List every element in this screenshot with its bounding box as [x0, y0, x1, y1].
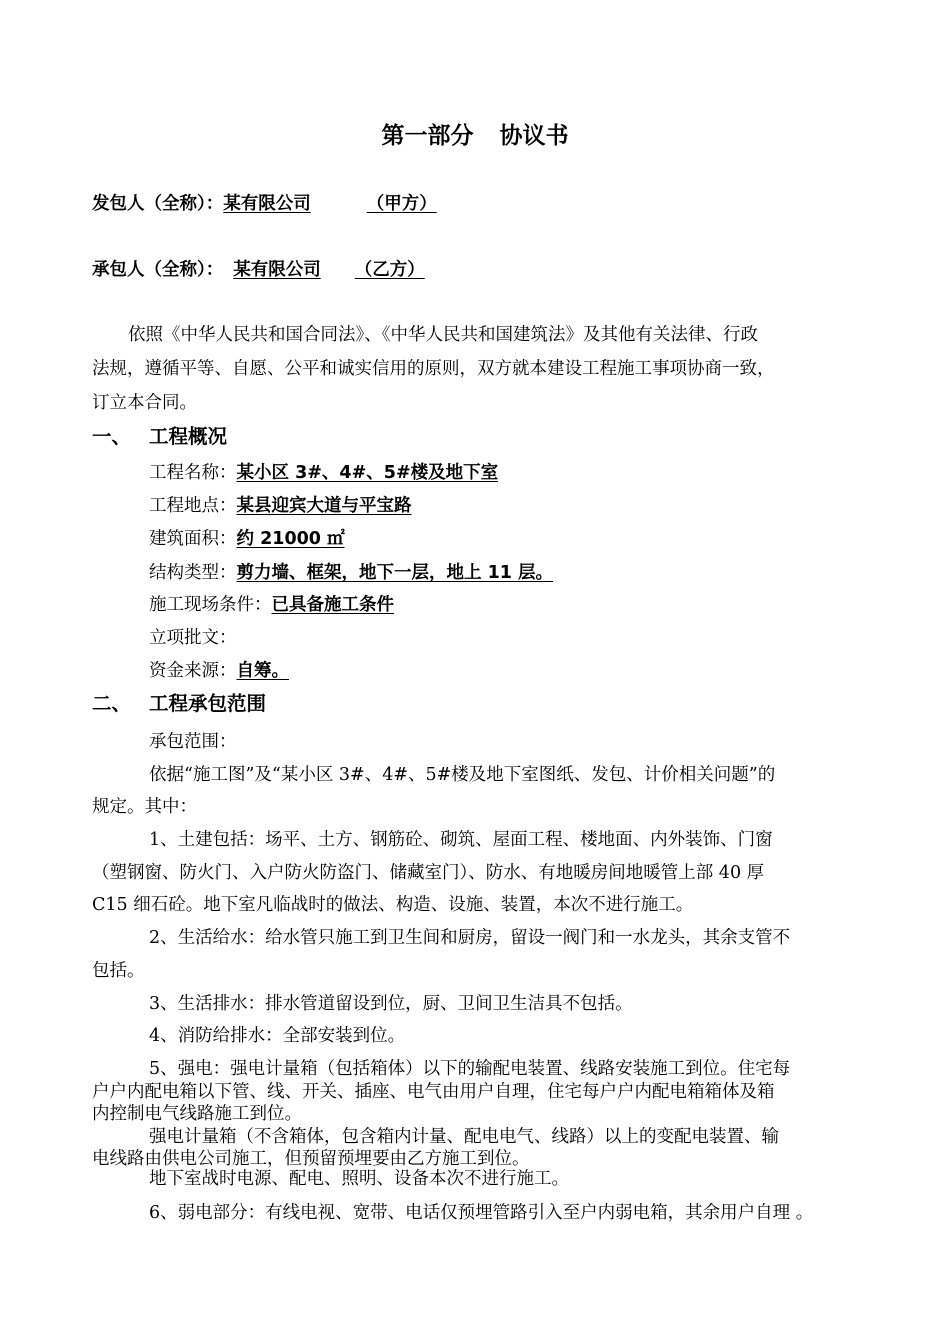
item-4: 4、消防给排水：全部安装到位。	[149, 1026, 406, 1046]
section-1-heading: 工程概况	[149, 425, 228, 448]
title-part: 第一部分	[381, 123, 474, 149]
intro-line-2: 法规，遵循平等、自愿、公平和诚实信用的原则，双方就本建设工程施工事项协商一致，	[92, 359, 775, 379]
field-label: 施工现场条件：	[149, 595, 272, 615]
employer-label: 发包人（全称）：	[92, 194, 224, 214]
field-value: 自筹。	[236, 661, 289, 681]
item-5b-line-2: 电线路由供电公司施工，但预留预埋要由乙方施工到位。	[92, 1149, 530, 1169]
item-2-line-2: 包括。	[92, 961, 145, 981]
contractor-label: 承包人（全称）：	[92, 260, 224, 280]
item-5c: 地下室战时电源、配电、照明、设备本次不进行施工。	[149, 1169, 569, 1189]
field-funding	[149, 660, 289, 682]
field-structure-type	[149, 562, 553, 584]
field-value: 某小区 3#、4#、5#楼及地下室	[236, 463, 499, 483]
field-project-name	[149, 462, 498, 484]
item-5b-line-1: 强电计量箱（不含箱体，包含箱内计量、配电电气、线路）以上的变配电装置、输	[149, 1127, 779, 1147]
field-site-conditions	[149, 594, 394, 616]
employer-line	[92, 193, 443, 215]
section-1-number: 一、	[92, 425, 132, 448]
field-label: 工程地点：	[149, 496, 237, 516]
intro-line-3: 订立本合同。	[92, 393, 197, 413]
item-1-line-2: （塑钢窗、防火门、入户防火防盗门、储藏室门）、防水、有地暖房间地暖管上部 40 厚	[92, 863, 765, 883]
field-label: 建筑面积：	[149, 529, 237, 549]
field-value: 某县迎宾大道与平宝路	[236, 496, 412, 516]
document-title	[0, 122, 950, 150]
field-label: 资金来源：	[149, 661, 237, 681]
field-label: 立项批文：	[149, 628, 237, 648]
field-label: 工程名称：	[149, 463, 237, 483]
section-2-number: 二、	[92, 692, 132, 715]
item-2-line-1: 2、生活给水：给水管只施工到卫生间和厨房，留设一阀门和一水龙头，其余支管不	[149, 928, 791, 948]
item-5-line-1: 5、强电：强电计量箱（包括箱体）以下的输配电装置、线路安装施工到位。住宅每	[149, 1059, 791, 1079]
field-approval	[149, 627, 237, 649]
contractor-line	[92, 259, 429, 281]
field-value: 剪力墙、框架，地下一层，地上 11 层。	[236, 563, 554, 583]
field-value: 已具备施工条件	[271, 595, 394, 615]
contractor-role: （乙方）	[354, 260, 425, 280]
basis-line-1: 依据“施工图”及“某小区 3#、4#、5#楼及地下室图纸、发包、计价相关问题”的	[149, 765, 776, 785]
title-name: 协议书	[499, 123, 569, 149]
scope-label: 承包范围：	[149, 732, 237, 752]
item-5-line-2: 户户内配电箱以下管、线、开关、插座、电气由用户自理，住宅每户户内配电箱箱体及箱	[92, 1082, 775, 1102]
item-5-line-3: 内控制电气线路施工到位。	[92, 1104, 302, 1124]
field-value: 约 21000 ㎡	[236, 529, 345, 549]
field-project-location	[149, 495, 412, 517]
basis-line-2: 规定。其中：	[92, 797, 197, 817]
item-1-line-1: 1、土建包括：场平、土方、钢筋砼、砌筑、屋面工程、楼地面、内外装饰、门窗	[149, 830, 773, 850]
employer-underline	[223, 194, 443, 214]
item-6: 6、弱电部分：有线电视、宽带、电话仅预埋管路引入至户内弱电箱，其余用户自理 。	[149, 1203, 814, 1223]
item-3: 3、生活排水：排水管道留设到位，厨、卫间卫生洁具不包括。	[149, 994, 633, 1014]
field-building-area	[149, 528, 345, 550]
contractor-underline	[223, 260, 429, 280]
contractor-name: 某有限公司	[233, 260, 321, 280]
section-2-heading: 工程承包范围	[149, 692, 267, 715]
field-label: 结构类型：	[149, 563, 237, 583]
employer-name: 某有限公司	[223, 194, 311, 214]
item-1-line-3: C15 细石砼。地下室凡临战时的做法、构造、设施、装置，本次不进行施工。	[92, 895, 694, 915]
employer-role: （甲方）	[366, 194, 437, 214]
intro-line-1: 依照《中华人民共和国合同法》、《中华人民共和国建筑法》及其他有关法律、行政	[128, 325, 758, 345]
